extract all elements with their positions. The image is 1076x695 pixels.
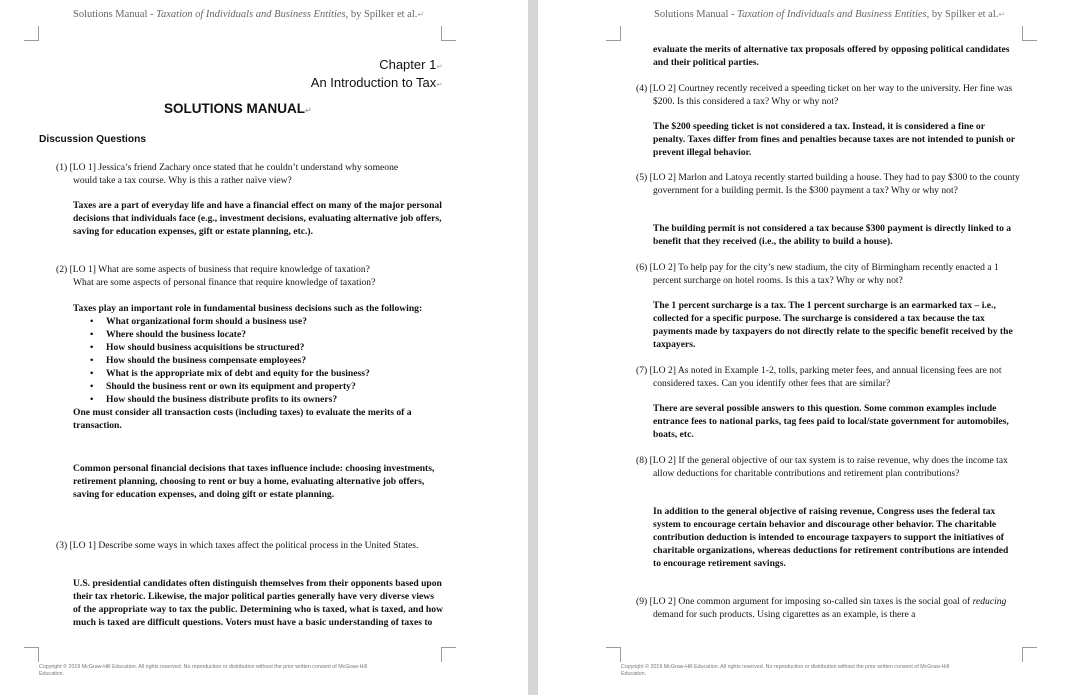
emphasis-reducing: reducing [972, 596, 1007, 607]
question-6-text: (6) [LO 2] To help pay for the city’s new stadium, the city of Birmingham recently enacted a 1 percent surcharge on hotel rooms. Is this a tax? Why or why not? [636, 262, 999, 286]
answer-2-close: One must consider all transaction costs (including taxes) to evaluate the merits of a transaction. [73, 407, 412, 431]
question-2-line1: (2) [LO 1] What are some aspects of business that require knowledge of taxation? [56, 264, 370, 275]
chapter-number: Chapter 1 [379, 57, 437, 72]
question-4-text: (4) [LO 2] Courtney recently received a speeding ticket on her way to the university. Her fine was $200. Is this considered a tax? Why or why not? [636, 83, 1013, 107]
answer-5: The building permit is not considered a tax because $300 payment is directly linked to a benefit that they received (i.e., the ability to build a house). [653, 223, 1012, 247]
answer-2-intro: Taxes play an important role in fundamental business decisions such as the following: [73, 303, 423, 314]
answer-6: The 1 percent surcharge is a tax. The 1 percent surcharge is an earmarked tax – i.e., collected for a specific purpose. The surcharge is considered a tax because the tax payments made by taxpayers do not directly relate to the specific benefit received by the taxpayers. [653, 300, 1013, 350]
document-page-left [0, 0, 528, 695]
crop-mark [1022, 647, 1037, 662]
question-7-text: (7) [LO 2] As noted in Example 1-2, tolls, parking meter fees, and annual licensing fees are not considered taxes. Can you identify other fees that are similar? [636, 365, 1002, 389]
page-header: Solutions Manual - Taxation of Individuals and Business Entities, by Spilker et al.↵ [73, 9, 425, 20]
list-item: • Where should the business locate? [73, 328, 443, 341]
crop-mark [606, 26, 621, 41]
crop-mark [606, 647, 621, 662]
page-header: Solutions Manual - Taxation of Individuals and Business Entities, by Spilker et al.↵ [654, 9, 1006, 20]
page-footer [621, 664, 1021, 678]
header-book-title: Taxation of Individuals and Business Entities, [156, 9, 349, 20]
answer-4: The $200 speeding ticket is not considered a tax. Instead, it is considered a fine or penalty. Taxes differ from fines and penalties because taxes are not intended to punish or prevent illegal behavior. [653, 121, 1016, 158]
question-3 [56, 539, 421, 552]
crop-mark [24, 647, 39, 662]
question-4 [636, 82, 1021, 108]
answer-2-personal: Common personal financial decisions that taxes influence include: choosing investments, retirement planning, choosing to rent or buy a home, evaluating alternative job offers, saving for education expenses, and doing gift or estate planning. [73, 463, 435, 500]
question-9-text: (9) [LO 2] One common argument for imposing so-called sin taxes is the social goal of reducing demand for such products. Using cigarettes as an example, is there a [636, 596, 1007, 620]
chapter-heading: Chapter 1↵ An Introduction to Tax↵ [310, 57, 443, 90]
question-2-line2: What are some aspects of personal finance that require knowledge of taxation? [73, 277, 376, 288]
question-8 [636, 454, 1021, 480]
header-authors: by Spilker et al. [348, 9, 418, 20]
page-footer [39, 664, 439, 678]
footer-copyright-cont: Education. [621, 671, 647, 677]
answer-8: In addition to the general objective of raising revenue, Congress uses the federal tax system to encourage certain behavior and discourage other behavior. The charitable contribution deduction is intended to encourage taxpayers to support the initiatives of charitable organizations, whereas deductions for retirement contributions are intended to encourage retirement savings. [653, 506, 1009, 569]
header-authors: by Spilker et al. [929, 9, 999, 20]
header-prefix: Solutions Manual - [73, 9, 157, 20]
crop-mark [24, 26, 39, 41]
business-decision-list [73, 315, 443, 406]
list-item: • Should the business rent or own its equipment and property? [73, 380, 443, 393]
question-7 [636, 364, 1021, 390]
answer-2 [73, 302, 443, 432]
footer-copyright-cont: Education. [39, 671, 65, 677]
answer-1: Taxes are a part of everyday life and have a financial effect on many of the major personal decisions that individuals face (e.g., investment decisions, evaluating alternative job offers, saving for education expenses, gift or estate planning, etc.). [73, 200, 442, 237]
list-item: • What is the appropriate mix of debt and equity for the business? [73, 367, 443, 380]
question-3-text: (3) [LO 1] Describe some ways in which taxes affect the political process in the United States. [56, 540, 419, 551]
header-prefix: Solutions Manual - [654, 9, 738, 20]
footer-copyright: Copyright © 2019 McGraw-Hill Education. All rights reserved. No reproduction or distribution without the prior written consent of McGraw-Hill [621, 664, 950, 670]
list-item: • How should the business compensate employees? [73, 354, 443, 367]
question-2 [56, 263, 436, 289]
question-9 [636, 595, 1021, 621]
document-page-right [538, 0, 1076, 695]
answer-7: There are several possible answers to this question. Some common examples include entrance fees to national parks, tag fees paid to local/state government for automobiles, boats, etc. [653, 403, 1009, 440]
manual-title: SOLUTIONS MANUAL↵ [164, 101, 312, 116]
list-item: • How should the business distribute profits to its owners? [73, 393, 443, 406]
section-title: Discussion Questions [39, 134, 146, 145]
question-6 [636, 261, 1021, 287]
question-1 [56, 161, 421, 187]
question-5-text: (5) [LO 2] Marlon and Latoya recently started building a house. They had to pay $300 to the county government for a building permit. Is the $300 payment a tax? Why or why not? [636, 172, 1020, 196]
footer-copyright: Copyright © 2019 McGraw-Hill Education. All rights reserved. No reproduction or distribution without the prior written consent of McGraw-Hill [39, 664, 368, 670]
question-8-text: (8) [LO 2] If the general objective of our tax system is to raise revenue, why does the income tax allow deductions for charitable contributions and retirement plan contributions? [636, 455, 1008, 479]
crop-mark [1022, 26, 1037, 41]
question-1-text: (1) [LO 1] Jessica’s friend Zachary once stated that he couldn’t understand why someone would take a tax course. Why is this a rather naïve view? [56, 162, 399, 186]
question-5 [636, 171, 1021, 197]
answer-3: U.S. presidential candidates often distinguish themselves from their opponents based upon their tax rhetoric. Likewise, the major political parties generally have very diverse views of the appropriate way to tax the public. Determining who is taxed, what is taxed, and how much is taxed are difficult questions. Voters must have a basic understanding of taxes to [73, 578, 443, 628]
list-item: • How should business acquisitions be structured? [73, 341, 443, 354]
crop-mark [441, 647, 456, 662]
answer-3-continued: evaluate the merits of alternative tax proposals offered by opposing political candidates and their political parties. [653, 44, 1010, 68]
crop-mark [441, 26, 456, 41]
header-book-title: Taxation of Individuals and Business Entities, [737, 9, 930, 20]
list-item: • What organizational form should a business use? [73, 315, 443, 328]
chapter-title: An Introduction to Tax [310, 75, 437, 90]
